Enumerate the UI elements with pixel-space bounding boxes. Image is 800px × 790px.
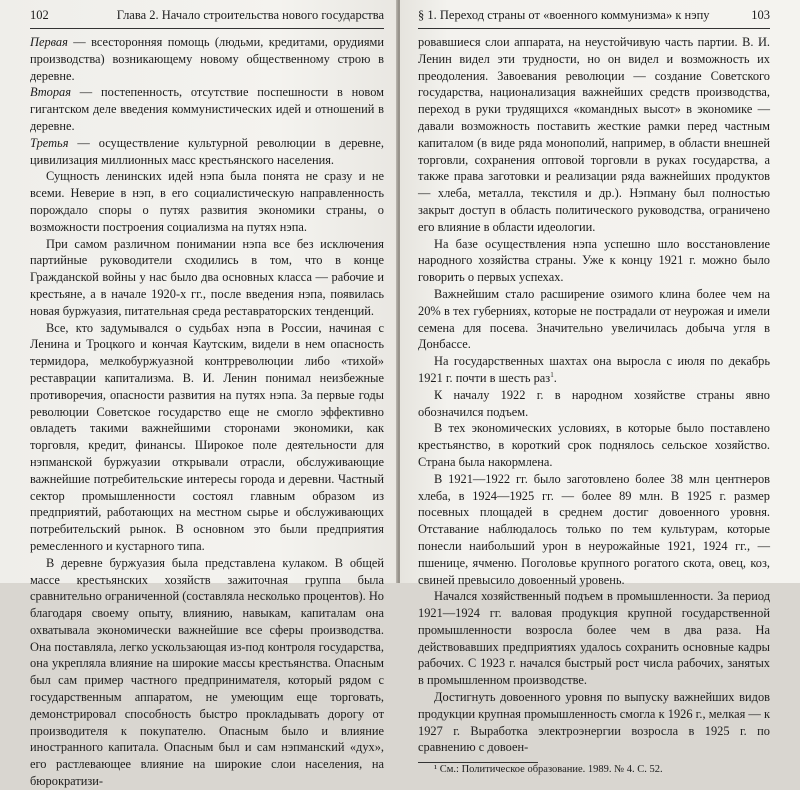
paragraph: В тех экономических условиях, в которые было поставлено крестьянство, в короткий срок поднялось сельское хозяйство. Страна была накормлена.	[418, 421, 770, 469]
paragraph	[30, 84, 384, 134]
page-number: 102	[30, 8, 49, 22]
paragraph: В 1921—1922 гг. было заготовлено более 38 млн центнеров хлеба, в 1924—1925 гг. — более 89 млн. В 1925 г. размер посевных площадей в среднем достиг довоенного уровня. Отставание наблюдалось только по тем культурам, которые понесли наибольший урон в неурожайные 1921, 1924 гг., — пшенице, ячменю. Поголовье крупного рогатого скота, овец, коз, свиней превысило довоенный уровень.	[418, 471, 770, 587]
footnote: ¹ См.: Политическое образование. 1989. № 4. С. 52.	[434, 764, 663, 776]
footnote-ref: 1	[550, 370, 554, 379]
paragraph-continuation: ровавшиеся слои аппарата, на неустойчивую часть партии. В. И. Ленин видел эти трудности, но он видел и возможность их преодоления. Завоевания революции — создание Советского государства, национализация важнейших средств производства, переход в руки трудящихся «командных высот» в экономике — давали возможность поставить жесткие рамки перед частным капиталом (в виде ряда монополий, например, в области внешней торговли, сохранения оптовой торговли в руках государства, а также права заготовки и реализации ряда важнейших продуктов — хлеба, металла, текстиля и др.). Нэпману был полностью закрыт доступ в область политического руководства, ограничено его влияние в области идеологии.	[418, 35, 770, 234]
paragraph	[30, 135, 384, 169]
paragraph: На базе осуществления нэпа успешно шло восстановление народного хозяйства страны. Уже к концу 1921 г. можно было говорить о первых успехах.	[418, 236, 770, 285]
paragraph-text: — всесторонняя помощь (людьми, кредитами, орудиями производства) возникающему новому общественному строю в деревне.	[30, 35, 384, 83]
running-title: § 1. Переход страны от «военного коммунизма» к нэпу	[418, 8, 710, 22]
body-text-left	[30, 34, 384, 790]
paragraph: Начался хозяйственный подъем в промышленности. За период 1921—1924 гг. валовая продукция крупной государственной промышленности возросла более чем в два раза. На действовавших предприятиях удалось сохранить основные кадры рабочих. С 1923 г. начался быстрый рост числа рабочих, занятых в промышленном производстве.	[418, 589, 770, 688]
page-number: 103	[751, 8, 770, 22]
running-title: Глава 2. Начало строительства нового государства	[116, 8, 384, 22]
paragraph-text: На государственных шахтах она выросла с июля по декабрь 1921 г. почти в шесть раз	[418, 354, 770, 385]
paragraph-text: — осуществление культурной революции в деревне, цивилизация миллионных масс крестьянского населения.	[30, 135, 384, 167]
paragraph-text: — постепенность, отсутствие поспешности в новом гигантском деле введения коммунистических идей и отношений в деревне.	[30, 85, 384, 133]
right-page	[400, 0, 800, 776]
body-text-right	[418, 34, 770, 777]
list-lead: Вторая	[30, 85, 72, 100]
page-header-right	[418, 8, 770, 29]
paragraph: К началу 1922 г. в народном хозяйстве страны явно обозначился подъем.	[418, 387, 770, 419]
paragraph	[30, 34, 384, 84]
paragraph: Важнейшим стало расширение озимого клина более чем на 20% в тех губерниях, которые не пострадали от неурожая и имели семена для посева. Значительно увеличилась добыча угля в Донбассе.	[418, 286, 770, 352]
paragraph: Все, кто задумывался о судьбах нэпа в России, начиная с Ленина и Троцкого и кончая Каутским, видели в нем опасность термидора, мелкобуржуазной контрреволюции либо «тихой» реставрации капитализма. В. И. Ленин понимал неизбежные противоречия, опасности развития на путях нэпа. За первые годы революции Советское государство еще не смогло эффективно овладеть такими важнейшими сторонами экономики, как торговля, кредит, финансы. Широкое поле деятельности для нэпманской буржуазии открывали отрасли, обслуживающие важнейшие потребительские интересы города и деревни. Частный сектор промышленности состоял главным образом из предприятий, работающих на местном сырье и обслуживающих потребительский рынок. В основном это были предприятия ремесленного и кустарного типа.	[30, 320, 384, 553]
paragraph: Сущность ленинских идей нэпа была понята не сразу и не всеми. Неверие в нэп, в его социалистическую направленность порождало споры о путях развития экономики страны, о возможности построения социализма на путях нэпа.	[30, 169, 384, 234]
left-page	[0, 0, 398, 789]
paragraph: На государственных шахтах она выросла с июля по декабрь 1921 г. почти в шесть раз$^1$.	[418, 354, 770, 385]
list-lead: Первая	[30, 35, 68, 49]
paragraph: В деревне буржуазия была представлена кулаком. В общей массе крестьянских хозяйств зажиточная группа была сравнительно ограниченной (составляла несколько процентов). Но благодаря своему опыту, влиянию, навыкам, капиталам она охватывала экономически важнейшие все сферы производства. Она поставляла, легко ускользающая из-под контроля государства, она укрепляла влияние на широкие массы крестьянства. Опасным был сам пример частного предпринимателя, который рядом с государственным аппаратом, не умеющим еще торговать, демонстрировал способность быстро прокладывать дорогу от производителя к покупателю. Опасным было и влияние иностранного капитала. Опасным был и сам нэпманский «дух», его растлевающее влияние на широкие слои населения, на бюрократизи-	[30, 555, 384, 789]
paragraph: Достигнуть довоенного уровня по выпуску важнейших видов продукции крупная промышленность смогла к 1926 г., мелкая — к 1927 г. Выработка электроэнергии возросла в 1925 г. по сравнению с довоен-	[418, 690, 770, 755]
page-header-left	[30, 8, 384, 29]
paragraph: При самом различном понимании нэпа все без исключения партийные руководители сходились в том, что в конце Гражданской войны у нас было два основных класса — рабочие и крестьяне, а в начале 1920-х гг., после введения нэпа, появилась новая буржуазия, питательная среда реставраторских тенденций.	[30, 236, 384, 318]
list-lead: Третья	[30, 135, 69, 150]
